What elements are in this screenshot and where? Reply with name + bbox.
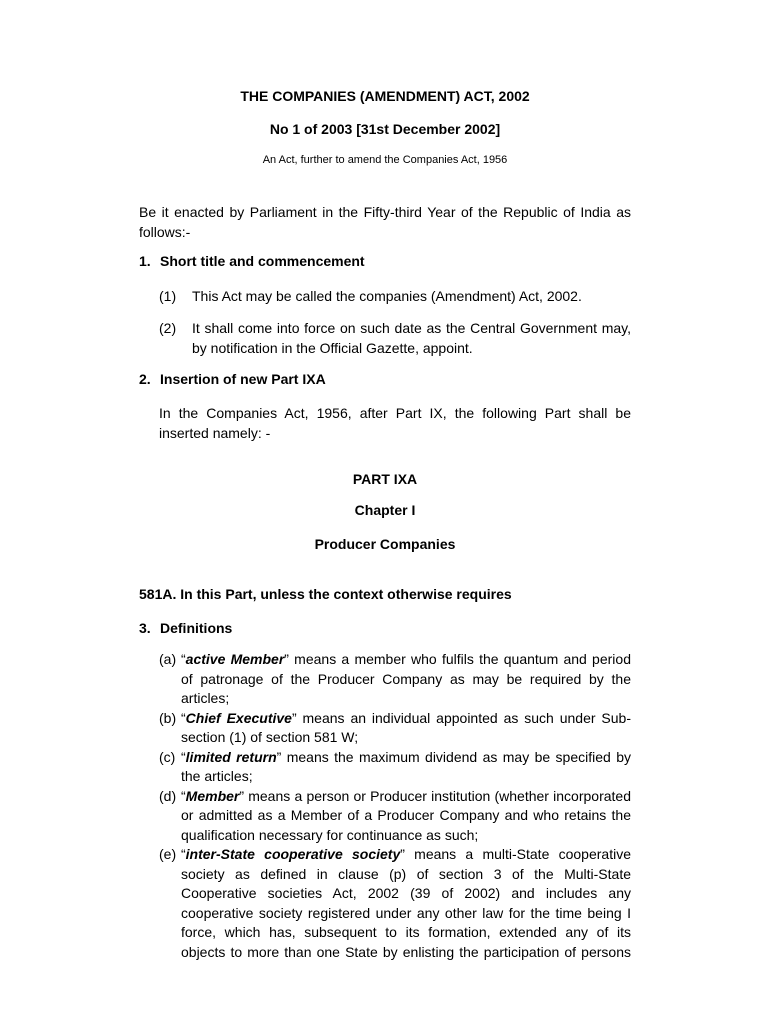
section-number: 2. (139, 371, 151, 387)
definition-item (159, 650, 631, 709)
definition-label: (b) (159, 709, 177, 726)
open-quote: “ (181, 709, 186, 726)
close-quote: ” (284, 651, 289, 667)
definition-term: active Member (185, 651, 285, 667)
definition-term: Member (185, 787, 240, 804)
definition-text: means an individual appointed as such under Sub-section (1) of section 581 W; (181, 709, 632, 745)
section-2-text: In the Companies Act, 1956, after Part IX, the following Part shall be inserted namely: - (159, 405, 631, 441)
definition-term: Chief Executive (185, 709, 292, 726)
definition-term: limited return (185, 748, 277, 765)
definition-text: means a member who fulfils the quantum and period of patronage of the Producer Company as may be required by the articles; (181, 651, 631, 706)
subsection-1-1 (159, 287, 631, 307)
section-title: Insertion of new Part IXA (160, 371, 326, 387)
enacting-clause: Be it enacted by Parliament in the Fifty-third Year of the Republic of India as follows:- (139, 204, 631, 240)
open-quote: “ (181, 748, 186, 765)
definition-label: (d) (159, 787, 177, 804)
subsection-number: (1) (159, 288, 177, 304)
open-quote: “ (181, 787, 186, 804)
definition-item (159, 709, 631, 748)
definition-item (159, 845, 631, 962)
section-title: Definitions (160, 620, 233, 636)
chapter-title: Producer Companies (314, 536, 456, 552)
definition-text: means a person or Producer institution (whether incorporated or admitted as a Member of a Producer Company and who retains the qualification necessary for continuance as such; (181, 787, 631, 843)
section-title: Short title and commencement (160, 253, 365, 269)
close-quote: ” (276, 748, 282, 765)
chapter-number: Chapter I (354, 502, 416, 518)
document-title: THE COMPANIES (AMENDMENT) ACT, 2002 (240, 88, 530, 104)
section-3-heading (139, 620, 232, 636)
definition-text: means the maximum dividend as may be specified by the articles; (181, 748, 631, 784)
section-number: 3. (139, 620, 151, 636)
subsection-1-2 (159, 319, 631, 358)
definition-label: (e) (159, 846, 177, 862)
definition-item (159, 748, 631, 787)
section-1-heading (139, 253, 365, 269)
long-title: An Act, further to amend the Companies Act, 1956 (262, 154, 508, 166)
open-quote: “ (181, 651, 186, 667)
act-number: No 1 of 2003 [31st December 2002] (269, 121, 501, 137)
open-quote: “ (181, 846, 186, 862)
definition-text: means a multi-State cooperative society as defined in clause (p) of section 3 of the Multi-State Cooperative societies Act, 2002 (39 of 2002) and includes any cooperative society registered under any other law for the time being I force, which has, subsequent to its formation, extended any of its objects to more than one State by enlisting the participation of persons (181, 846, 631, 960)
subsection-number: (2) (159, 320, 177, 336)
subsection-text: It shall come into force on such date as the Central Government may, by notification in the Official Gazette, appoint. (192, 320, 631, 356)
section-2-heading (139, 371, 326, 387)
definitions-list (159, 650, 631, 962)
definition-label: (a) (159, 651, 177, 667)
close-quote: ” (291, 709, 297, 726)
part-title: PART IXA (352, 471, 418, 487)
close-quote: ” (400, 846, 405, 862)
subsection-text: This Act may be called the companies (Amendment) Act, 2002. (192, 288, 582, 304)
definition-term: inter-State cooperative society (185, 846, 401, 862)
section-581a-heading: 581A. In this Part, unless the context otherwise requires (139, 586, 512, 602)
close-quote: ” (239, 787, 245, 804)
definition-label: (c) (159, 748, 176, 765)
definition-item (159, 787, 631, 846)
section-number: 1. (139, 253, 151, 269)
